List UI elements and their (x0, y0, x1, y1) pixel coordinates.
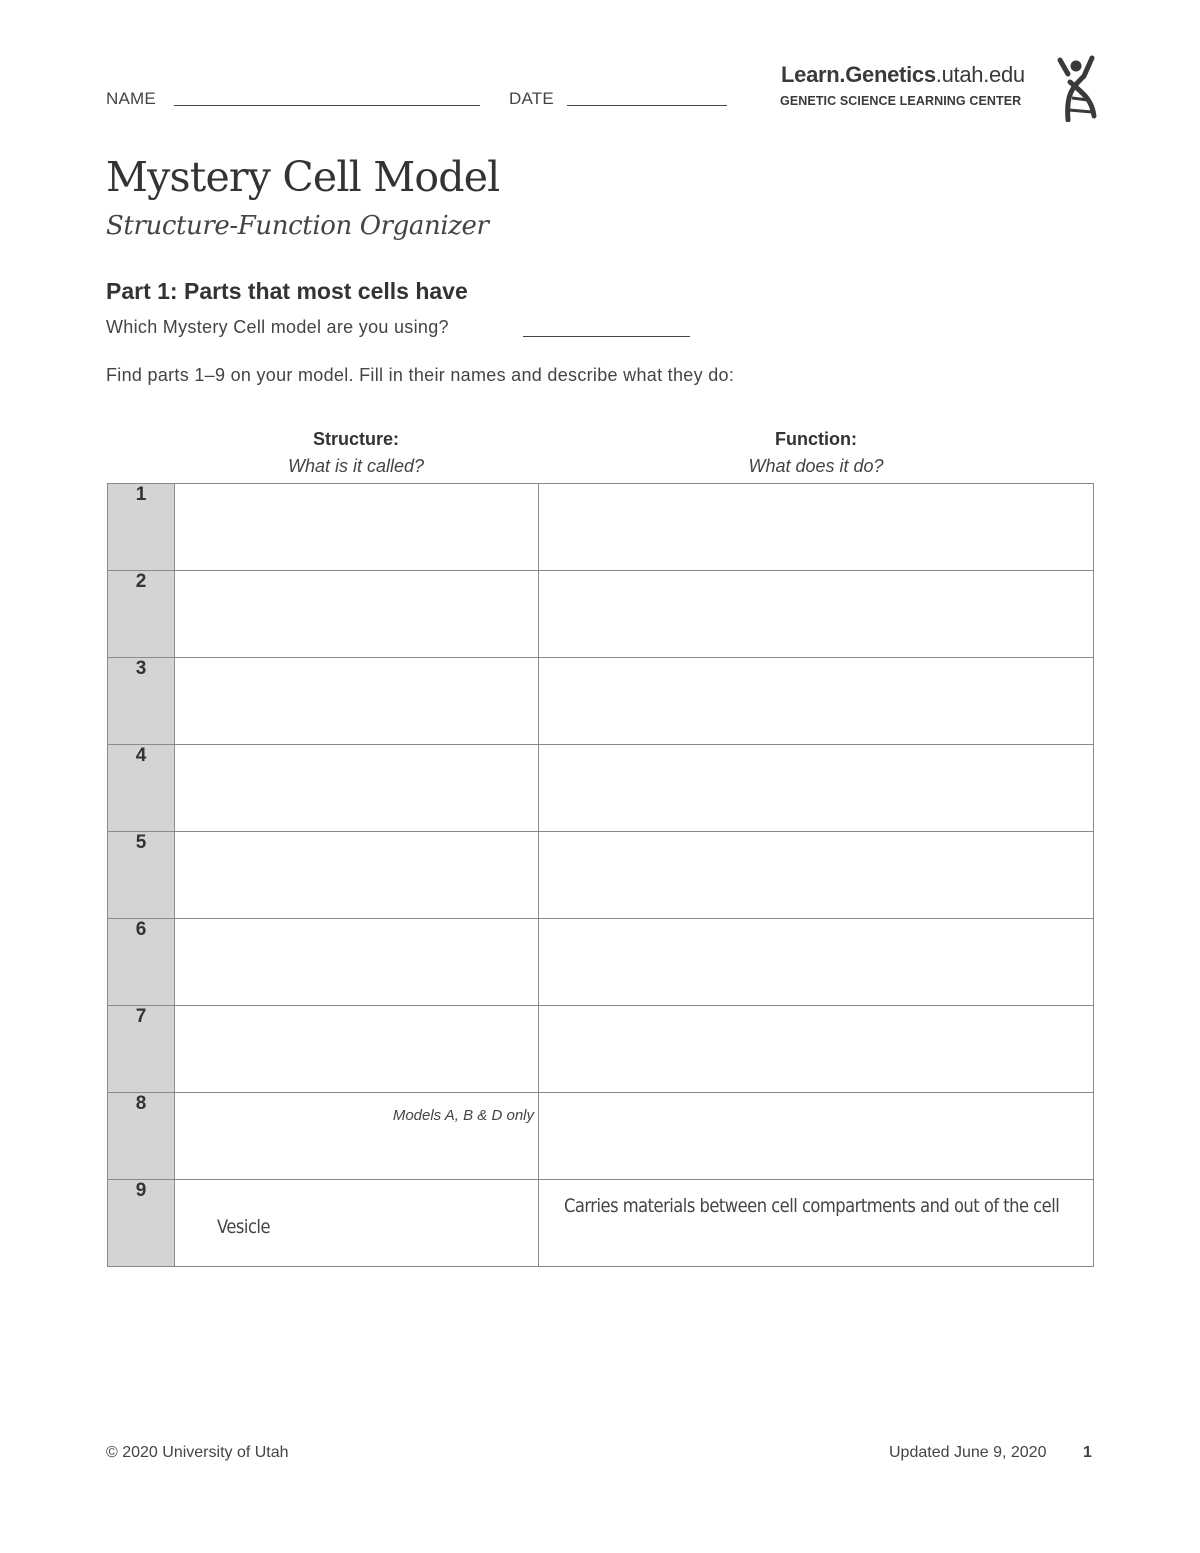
logo-subtitle: GENETIC SCIENCE LEARNING CENTER (780, 94, 1022, 108)
date-field[interactable] (567, 105, 727, 106)
table-row (108, 658, 1094, 745)
function-cell[interactable] (539, 658, 1094, 745)
structure-cell[interactable] (175, 1006, 539, 1093)
function-cell[interactable] (539, 832, 1094, 919)
function-answer: Carries materials between cell compartments and out of the cell (564, 1195, 1060, 1217)
structure-cell[interactable] (175, 745, 539, 832)
copyright: © 2020 University of Utah (106, 1444, 289, 1461)
function-cell[interactable] (539, 484, 1094, 571)
model-question: Which Mystery Cell model are you using? (106, 317, 449, 337)
structure-function-table (107, 483, 1094, 1267)
row-number: 6 (108, 919, 175, 1006)
table-row (108, 571, 1094, 658)
row-number: 2 (108, 571, 175, 658)
structure-answer: Vesicle (217, 1216, 270, 1238)
table-row (108, 1093, 1094, 1180)
table-row (108, 832, 1094, 919)
table-row (108, 919, 1094, 1006)
structure-cell[interactable] (175, 1180, 539, 1267)
model-answer-field[interactable] (523, 336, 690, 337)
table-row (108, 1180, 1094, 1267)
row-number: 8 (108, 1093, 175, 1180)
function-cell[interactable] (539, 571, 1094, 658)
page-subtitle: Structure-Function Organizer (106, 211, 489, 241)
table-row (108, 745, 1094, 832)
structure-subheader: What is it called? (287, 456, 425, 476)
name-label: NAME (106, 89, 156, 108)
row-number: 7 (108, 1006, 175, 1093)
dna-person-icon (1054, 54, 1100, 122)
name-field[interactable] (174, 105, 480, 106)
structure-column-header (174, 429, 538, 477)
function-cell[interactable] (539, 1093, 1094, 1180)
structure-cell[interactable] (175, 832, 539, 919)
table-row (108, 484, 1094, 571)
table-row (108, 1006, 1094, 1093)
structure-cell[interactable] (175, 919, 539, 1006)
function-header: Function: (775, 429, 857, 449)
function-cell[interactable] (539, 745, 1094, 832)
logo-text: Learn.Genetics.utah.edu (781, 62, 1025, 87)
row-number: 5 (108, 832, 175, 919)
structure-cell[interactable] (175, 658, 539, 745)
part-heading: Part 1: Parts that most cells have (106, 278, 468, 304)
row-number: 4 (108, 745, 175, 832)
instructions: Find parts 1–9 on your model. Fill in their names and describe what they do: (106, 365, 735, 385)
row-number: 3 (108, 658, 175, 745)
function-cell[interactable] (539, 919, 1094, 1006)
structure-header: Structure: (312, 429, 399, 449)
structure-cell[interactable] (175, 571, 539, 658)
model-note: Models A, B & D only (392, 1107, 534, 1124)
function-cell[interactable] (539, 1006, 1094, 1093)
date-label: DATE (509, 89, 554, 108)
structure-cell[interactable] (175, 1093, 539, 1180)
page-title: Mystery Cell Model (106, 153, 500, 201)
updated-date: Updated June 9, 2020 (889, 1444, 1047, 1461)
row-number: 1 (108, 484, 175, 571)
function-cell[interactable] (539, 1180, 1094, 1267)
row-number: 9 (108, 1180, 175, 1267)
function-subheader: What does it do? (748, 456, 884, 476)
page-number: 1 (1083, 1444, 1092, 1461)
function-column-header (538, 429, 1094, 477)
structure-cell[interactable] (175, 484, 539, 571)
